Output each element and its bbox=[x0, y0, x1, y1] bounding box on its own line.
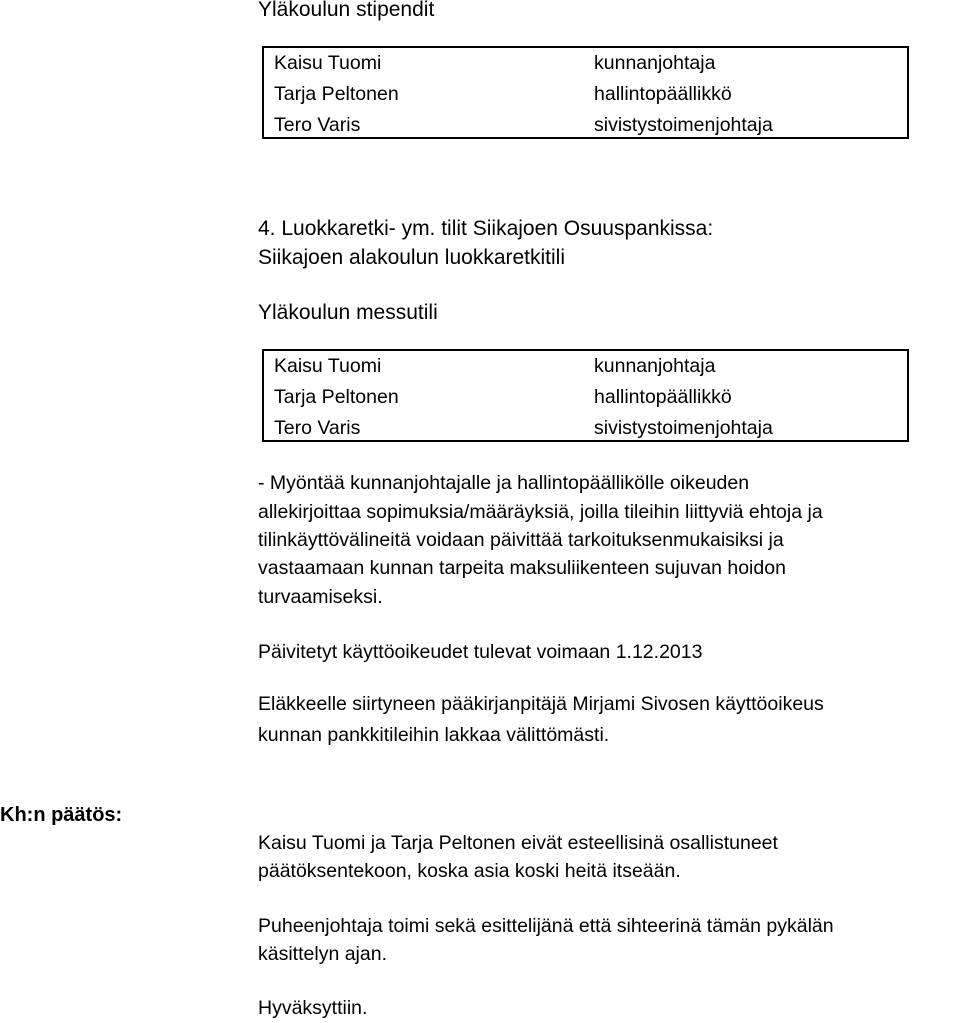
decision-line: Puheenjohtaja toimi sekä esittelijänä että sihteerinä tämän pykälän bbox=[258, 915, 834, 937]
signatory-title: sivistystoimenjohtaja bbox=[594, 417, 773, 439]
signatory-name: Tero Varis bbox=[274, 114, 361, 136]
signatory-table-2 bbox=[262, 349, 909, 442]
signatory-name: Tarja Peltonen bbox=[274, 83, 399, 105]
decision-line: käsittelyn ajan. bbox=[258, 943, 387, 965]
table-row bbox=[264, 48, 907, 79]
revocation-line: Eläkkeelle siirtyneen pääkirjanpitäjä Mirjami Sivosen käyttöoikeus bbox=[258, 693, 824, 715]
revocation-line: kunnan pankkitileihin lakkaa välittömästi. bbox=[258, 724, 610, 746]
account-name-messutili: Yläkoulun messutili bbox=[258, 301, 438, 324]
section-heading-stipendit: Yläkoulun stipendit bbox=[258, 0, 435, 21]
authorization-line: vastaamaan kunnan tarpeita maksuliikenteen sujuvan hoidon bbox=[258, 557, 786, 579]
table-row bbox=[264, 79, 907, 110]
decision-line: Kaisu Tuomi ja Tarja Peltonen eivät esteellisinä osallistuneet bbox=[258, 832, 778, 854]
table-row bbox=[264, 110, 907, 141]
decision-label: Kh:n päätös: bbox=[0, 804, 123, 826]
table-row bbox=[264, 382, 907, 413]
decision-approved: Hyväksyttiin. bbox=[258, 997, 368, 1019]
authorization-line: tilinkäyttövälineitä voidaan päivittää tarkoituksenmukaisiksi ja bbox=[258, 529, 784, 551]
authorization-line: - Myöntää kunnanjohtajalle ja hallintopäällikölle oikeuden bbox=[258, 472, 750, 494]
signatory-title: sivistystoimenjohtaja bbox=[594, 114, 773, 136]
decision-line: päätöksentekoon, koska asia koski heitä itseään. bbox=[258, 860, 681, 882]
signatory-title: hallintopäällikkö bbox=[594, 83, 732, 105]
signatory-name: Tero Varis bbox=[274, 417, 361, 439]
signatory-table-1 bbox=[262, 46, 909, 139]
authorization-line: turvaamiseksi. bbox=[258, 586, 383, 608]
authorization-line: allekirjoittaa sopimuksia/määräyksiä, joilla tileihin liittyviä ehtoja ja bbox=[258, 501, 823, 523]
table-row bbox=[264, 351, 907, 382]
effective-date-text: Päivitetyt käyttöoikeudet tulevat voimaan 1.12.2013 bbox=[258, 641, 703, 663]
account-name-alakoulu: Siikajoen alakoulun luokkaretkitili bbox=[258, 246, 566, 269]
table-row bbox=[264, 413, 907, 444]
signatory-title: hallintopäällikkö bbox=[594, 386, 732, 408]
signatory-name: Kaisu Tuomi bbox=[274, 52, 382, 74]
signatory-name: Tarja Peltonen bbox=[274, 386, 399, 408]
signatory-title: kunnanjohtaja bbox=[594, 355, 716, 377]
section-4-heading: 4. Luokkaretki- ym. tilit Siikajoen Osuuspankissa: bbox=[258, 217, 714, 240]
signatory-title: kunnanjohtaja bbox=[594, 52, 716, 74]
signatory-name: Kaisu Tuomi bbox=[274, 355, 382, 377]
